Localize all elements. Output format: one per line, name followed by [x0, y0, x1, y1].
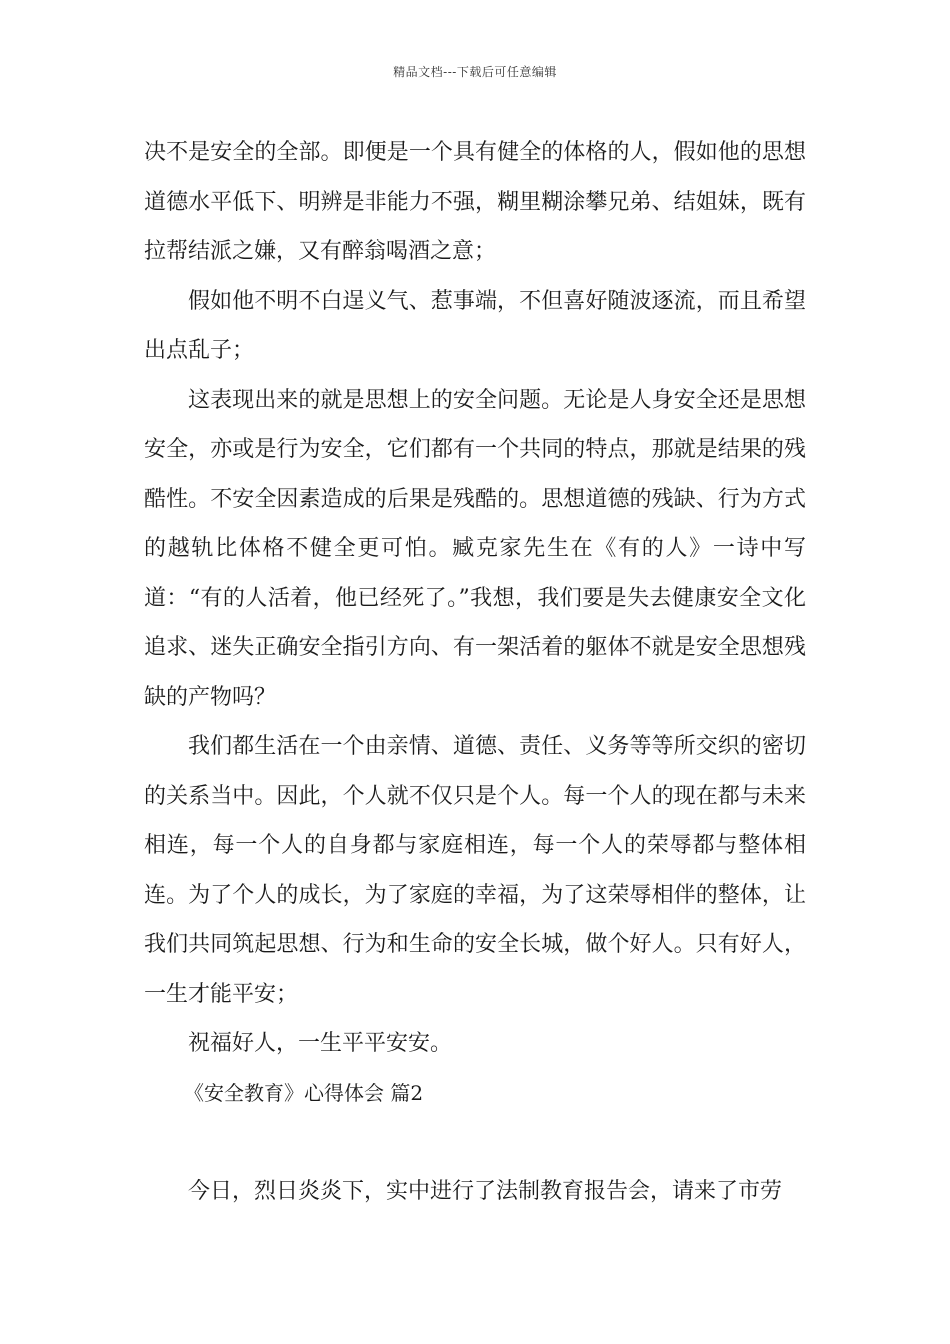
page-header: 精品文档---下载后可任意编辑 [393, 65, 557, 79]
document-body [144, 128, 806, 1217]
section-spacer [144, 1118, 806, 1167]
paragraph: 这表现出来的就是思想上的安全问题。无论是人身安全还是思想安全，亦或是行为安全，它们都有一个共同的特点，那就是结果的残酷性。不安全因素造成的后果是残酷的。思想道德的残缺、行为方式的越轨比体格不健全更可怕。臧克家先生在《有的人》一诗中写道：“有的人活着，他已经死了。”我想，我们要是失去健康安全文化追求、迷失正确安全指引方向、有一架活着的躯体不就是安全思想残缺的产物吗？ [144, 387, 806, 710]
paragraph: 假如他不明不白逞义气、惹事端，不但喜好随波逐流，而且希望出点乱子； [144, 288, 806, 363]
paragraph: 今日，烈日炎炎下，实中进行了法制教育报告会，请来了市劳 [188, 1179, 783, 1204]
section-title: 《安全教育》心得体会 篇2 [184, 1080, 424, 1105]
paragraph-continuation: 决不是安全的全部。即便是一个具有健全的体格的人，假如他的思想道德水平低下、明辨是非能力不强，糊里糊涂攀兄弟、结姐妹，既有拉帮结派之嫌，又有醉翁喝酒之意； [144, 140, 806, 264]
paragraph: 祝福好人，一生平平安安。 [188, 1031, 453, 1056]
paragraph: 我们都生活在一个由亲情、道德、责任、义务等等所交织的密切的关系当中。因此，个人就不仅只是个人。每一个人的现在都与未来相连，每一个人的自身都与家庭相连，每一个人的荣辱都与整体相连。为了个人的成长，为了家庭的幸福，为了这荣辱相伴的整体，让我们共同筑起思想、行为和生命的安全长城，做个好人。只有好人，一生才能平安； [144, 734, 806, 1007]
